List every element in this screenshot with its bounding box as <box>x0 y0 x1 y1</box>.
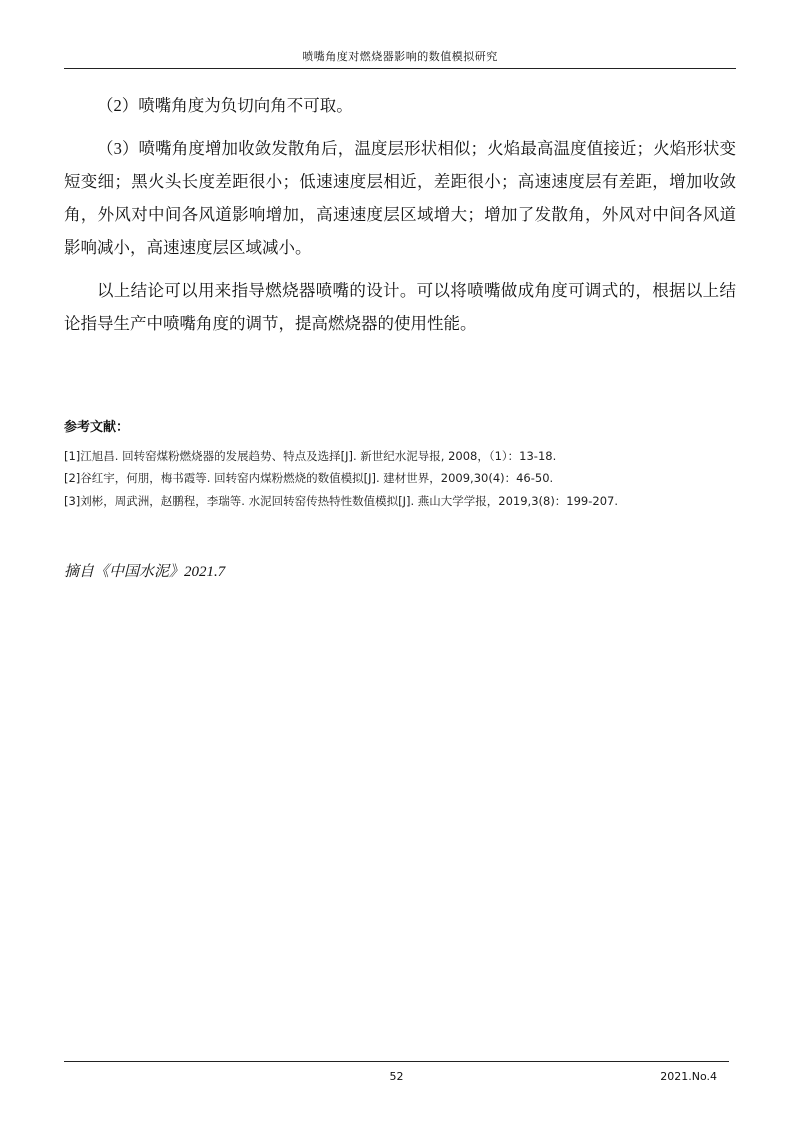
references-heading: 参考文献： <box>64 420 130 435</box>
issue-label: 2021.No.4 <box>660 1070 717 1083</box>
header-divider <box>64 68 736 69</box>
footer-row <box>64 1070 729 1086</box>
paragraph: 以上结论可以用来指导燃烧器喷嘴的设计。可以将喷嘴做成角度可调式的，根据以上结论指导生产中喷嘴角度的调节，提高燃烧器的使用性能。 <box>64 281 736 333</box>
footer-divider <box>64 1061 729 1062</box>
reference-item: [2]谷红宇，何朋，梅书霞等. 回转窑内煤粉燃烧的数值模拟[J]. 建材世界，2009,30(4)：46-50. <box>64 471 554 486</box>
references-section <box>64 416 736 512</box>
paragraph: （3）喷嘴角度增加收敛发散角后，温度层形状相似；火焰最高温度值接近；火焰形状变短变细；黑火头长度差距很小；低速速度层相近，差距很小；高速速度层有差距，增加收敛角，外风对中间各风道影响增加，高速速度层区域增大；增加了发散角，外风对中间各风道影响减小，高速速度层区域减小。 <box>64 139 736 257</box>
running-header: 喷嘴角度对燃烧器影响的数值模拟研究 <box>302 50 498 63</box>
source-note: 摘自《中国水泥》2021.7 <box>64 564 226 581</box>
page-footer <box>64 1061 729 1086</box>
body-text <box>64 89 736 340</box>
reference-item: [3]刘彬，周武洲，赵鹏程，李瑞等. 水泥回转窑传热特性数值模拟[J]. 燕山大学学报，2019,3(8)：199-207. <box>64 493 619 508</box>
page-number: 52 <box>389 1070 404 1083</box>
paragraph: （2）喷嘴角度为负切向角不可取。 <box>97 96 353 115</box>
page-content <box>64 48 736 581</box>
reference-item: [1]江旭昌. 回转窑煤粉燃烧器的发展趋势、特点及选择[J]. 新世纪水泥导报, 2008，（1）：13-18. <box>64 449 557 463</box>
